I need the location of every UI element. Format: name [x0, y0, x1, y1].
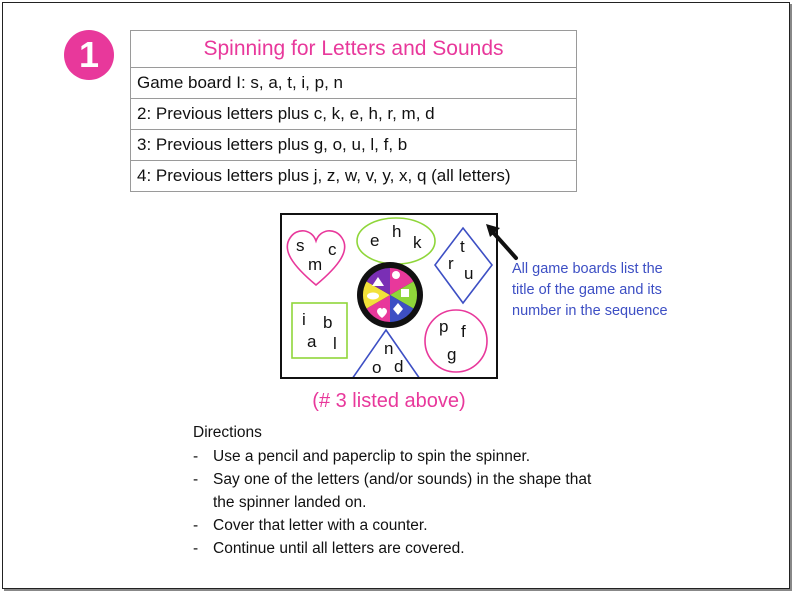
square-letter: i: [302, 310, 306, 329]
square-letter: a: [307, 332, 317, 351]
table-title-row: [131, 31, 577, 68]
spinner-square-icon: [401, 289, 409, 297]
list-item-text: Say one of the letters (and/or sounds) in the shape that the spinner landed on.: [213, 471, 592, 511]
table-cell: 2: Previous letters plus c, k, e, h, r, m, d: [131, 99, 577, 130]
triangle-letter: d: [394, 357, 404, 376]
oval-letter: k: [413, 233, 422, 252]
spinner-circle-icon: [392, 271, 400, 279]
list-item-text: Cover that letter with a counter.: [213, 517, 428, 534]
list-item: - Continue until all letters are covered.: [193, 540, 465, 557]
square-shape: [292, 303, 347, 358]
oval-letter: h: [392, 222, 402, 241]
circle-letter: p: [439, 317, 449, 336]
table-row: [131, 161, 577, 192]
heart-letter: c: [328, 240, 337, 259]
callout-note: All game boards list the title of the game and its number in the sequence: [512, 261, 668, 319]
diamond-letter: u: [464, 264, 474, 283]
list-item: - Use a pencil and paperclip to spin the spinner.: [193, 448, 531, 465]
table-row: [131, 99, 577, 130]
pointer-arrow-icon: [484, 222, 520, 262]
table-cell: 4: Previous letters plus j, z, w, v, y, x, q (all letters): [131, 161, 577, 192]
table-row: [131, 130, 577, 161]
letter-levels-table: [130, 30, 577, 192]
circle-letter: g: [447, 345, 457, 364]
list-item-text: Use a pencil and paperclip to spin the spinner.: [213, 448, 531, 465]
table-row: [131, 68, 577, 99]
board-caption: (# 3 listed above): [312, 390, 466, 412]
list-item: - Say one of the letters (and/or sounds) in the shape that the spinner landed on.: [193, 471, 592, 511]
diamond-letter: t: [460, 237, 465, 256]
heart-letter: m: [308, 255, 323, 274]
table-title: Spinning for Letters and Sounds: [131, 31, 577, 68]
heart-letter: s: [296, 236, 305, 255]
table-cell: 3: Previous letters plus g, o, u, l, f, b: [131, 130, 577, 161]
directions-list: [193, 445, 613, 560]
game-board-thumbnail: [280, 213, 498, 379]
directions-heading: Directions: [193, 424, 262, 441]
step-number-badge: 1: [64, 30, 114, 80]
table-cell: Game board I: s, a, t, i, p, n: [131, 68, 577, 99]
triangle-letter: o: [372, 358, 382, 377]
diamond-letter: r: [448, 254, 454, 273]
spinner-oval-icon: [367, 293, 379, 300]
triangle-letter: n: [384, 339, 394, 358]
oval-letter: e: [370, 231, 380, 250]
square-letter: b: [323, 313, 333, 332]
directions-section: [193, 424, 613, 560]
list-item-text: Continue until all letters are covered.: [213, 540, 465, 557]
list-item: - Cover that letter with a counter.: [193, 517, 428, 534]
square-letter: l: [333, 334, 337, 353]
circle-letter: f: [461, 322, 466, 341]
